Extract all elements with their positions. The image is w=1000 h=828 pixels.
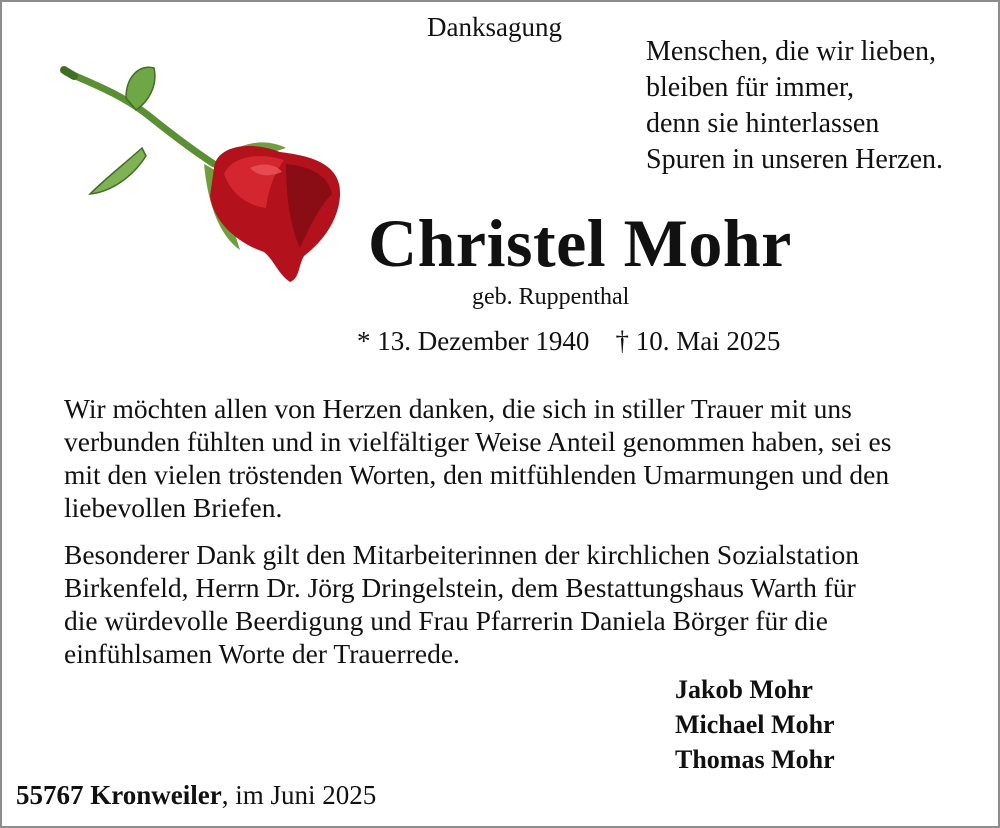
rose-leaf [126,67,155,110]
thanks-paragraph [64,392,964,524]
poem-line: denn sie hinterlassen [646,108,880,139]
signer-name: Jakob Mohr [675,675,813,704]
life-dates [357,326,780,357]
paragraph-line: mit den vielen tröstenden Worten, den mitfühlenden Umarmungen und den [64,459,890,490]
birth-date: * 13. Dezember 1940 [357,326,590,356]
paragraph-line: verbunden fühlten und in vielfältiger Weise Anteil genommen haben, sei es [64,426,892,457]
poem-line: bleiben für immer, [646,72,855,103]
rose-icon [54,56,354,288]
poem-line: Menschen, die wir lieben, [646,36,937,67]
special-thanks-paragraph [64,538,964,670]
rose-stem-end [64,70,74,76]
signers-list [675,672,835,777]
date-text: , im Juni 2025 [221,780,377,810]
paragraph-line: Wir möchten allen von Herzen danken, die sich in stiller Trauer mit uns [64,393,852,424]
deceased-name: Christel Mohr [368,205,792,281]
death-date: † 10. Mai 2025 [615,326,781,356]
maiden-name: geb. Ruppenthal [472,284,630,310]
place: 55767 Kronweiler [16,780,222,810]
heading-danksagung: Danksagung [427,12,562,42]
poem-line: Spuren in unseren Herzen. [646,144,944,175]
place-and-date [16,780,376,811]
paragraph-line: einfühlsamen Worte der Trauerrede. [64,638,460,669]
rose-leaf [90,148,146,194]
paragraph-line: Birkenfeld, Herrn Dr. Jörg Dringelstein, dem Bestattungshaus Warth für [64,572,856,603]
poem [646,34,943,178]
paragraph-line: die würdevolle Beerdigung und Frau Pfarrerin Daniela Börger für die [64,605,828,636]
signer-name: Thomas Mohr [675,745,835,774]
paragraph-line: Besonderer Dank gilt den Mitarbeiterinnen der kirchlichen Sozialstation [64,539,859,570]
signer-name: Michael Mohr [675,710,835,739]
paragraph-line: liebevollen Briefen. [64,492,283,523]
